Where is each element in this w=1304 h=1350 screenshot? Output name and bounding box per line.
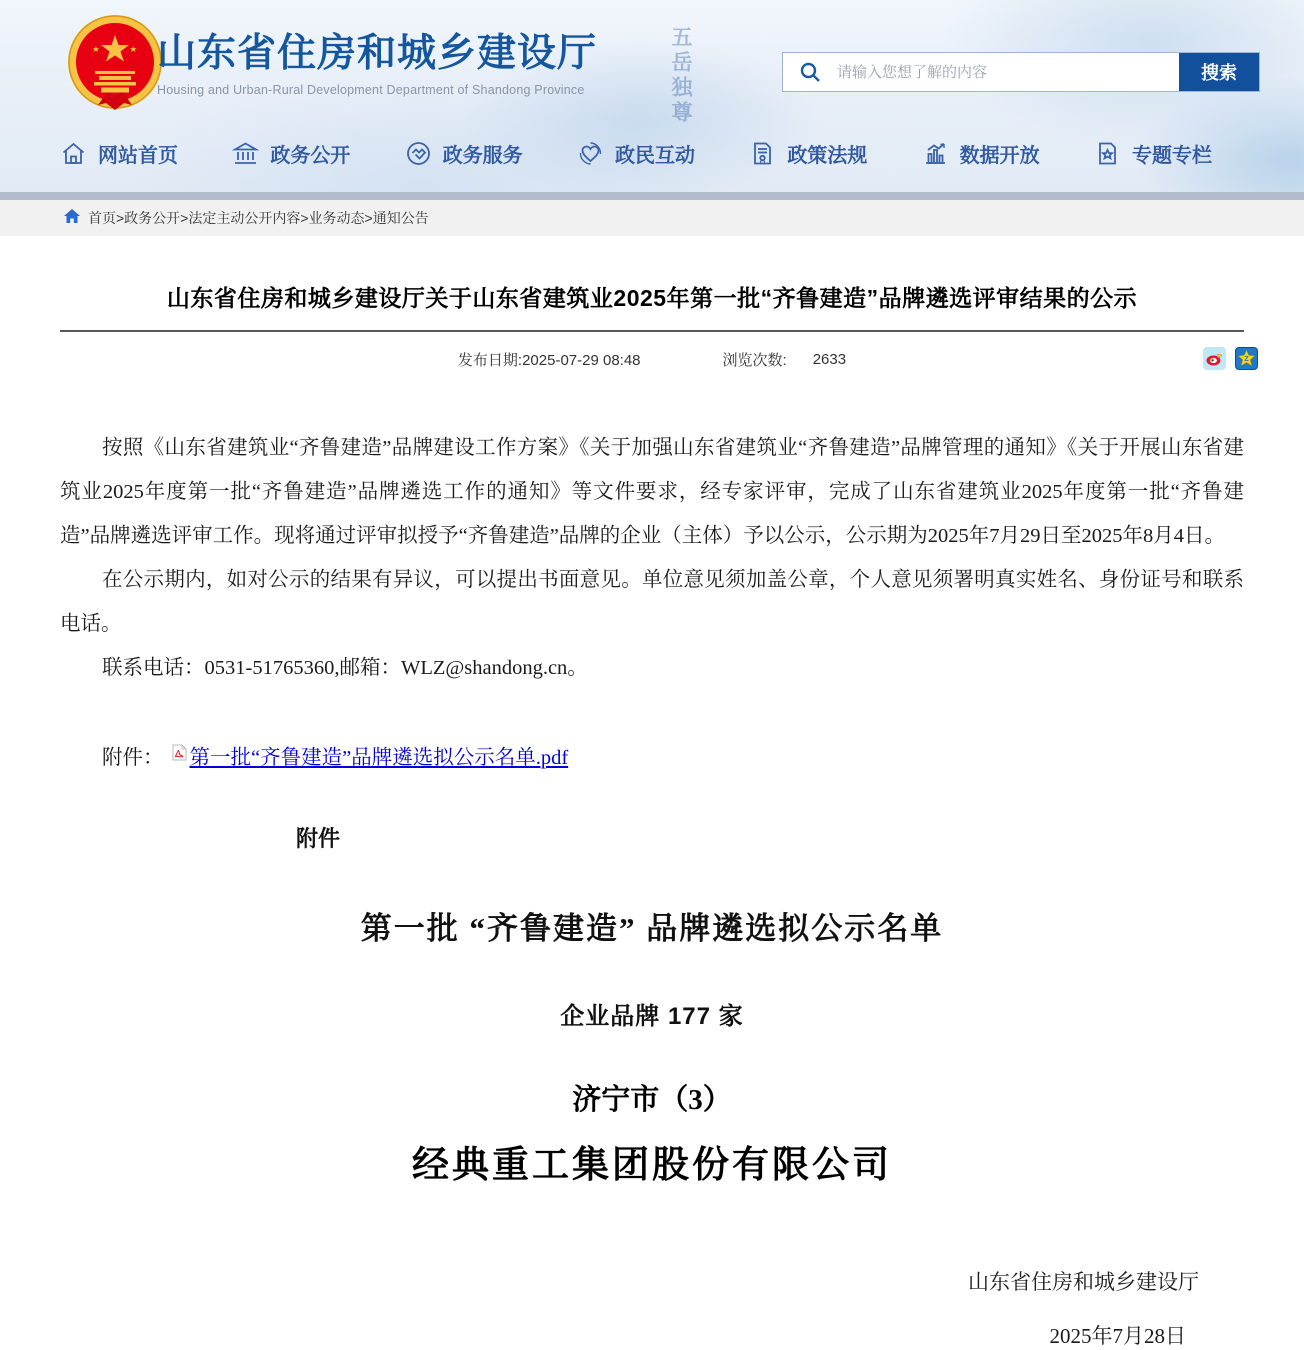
search-icon bbox=[783, 53, 837, 91]
mountain-seal-decoration: 五岳独尊 bbox=[669, 26, 693, 126]
data-chart-icon bbox=[922, 140, 949, 167]
issue-date: 2025年7月28日 bbox=[1049, 1324, 1186, 1348]
breadcrumb-home-icon bbox=[64, 209, 80, 227]
svg-text:Z: Z bbox=[1244, 356, 1249, 363]
search-button[interactable]: 搜索 bbox=[1179, 53, 1259, 91]
national-emblem-logo bbox=[64, 13, 166, 115]
publish-date: 发布日期:2025-07-29 08:48 bbox=[457, 351, 641, 369]
views-label: 浏览次数: bbox=[722, 351, 787, 369]
breadcrumb bbox=[0, 200, 1304, 236]
attachment-title: 第一批 “齐鲁建造” 品牌遴选拟公示名单 bbox=[360, 911, 944, 946]
interaction-heart-icon bbox=[577, 140, 604, 167]
attachment-pdf-link[interactable]: 第一批“齐鲁建造”品牌遴选拟公示名单.pdf bbox=[189, 747, 569, 769]
article-content bbox=[0, 280, 1304, 1350]
attachment-city-group: 济宁市（3） bbox=[572, 1084, 732, 1116]
paragraph-1: 按照《山东省建筑业“齐鲁建造”品牌建设工作方案》《关于加强山东省建筑业“齐鲁建造”品牌管理的通知》《关于开展山东省建筑业2025年度第一批“齐鲁建造”品牌遴选工作的通知》等文件要求，经专家评审，完成了山东省建筑业2025年度第一批“齐鲁建造”品牌遴选评审工作。现将通过评审拟授予“齐鲁建造”品牌的企业（主体）予以公示，公示期为2025年7月29日至2025年8月4日。 bbox=[60, 437, 1244, 547]
qzone-icon[interactable] bbox=[1235, 347, 1258, 370]
nav-item-gov-disclosure[interactable]: 政务公开 bbox=[232, 139, 350, 168]
attachment-label: 附件： bbox=[102, 747, 164, 769]
issuer-name: 山东省住房和城乡建设厅 bbox=[968, 1270, 1199, 1294]
handshake-icon bbox=[405, 140, 432, 167]
header-divider bbox=[0, 192, 1304, 200]
star-document-icon bbox=[1094, 140, 1121, 167]
attachment-subtitle: 企业品牌 177 家 bbox=[560, 1003, 744, 1030]
site-identity bbox=[157, 33, 597, 97]
signature-block bbox=[60, 1266, 1244, 1350]
attachment-document bbox=[60, 822, 1244, 1188]
article-title: 山东省住房和城乡建设厅关于山东省建筑业2025年第一批“齐鲁建造”品牌遴选评审结果的公示 bbox=[166, 285, 1138, 311]
weibo-icon[interactable] bbox=[1203, 347, 1226, 370]
search-input[interactable] bbox=[837, 53, 1179, 91]
nav-item-special-topics[interactable]: 专题专栏 bbox=[1094, 139, 1212, 168]
paragraph-2: 在公示期内，如对公示的结果有异议，可以提出书面意见。单位意见须加盖公章，个人意见须署明真实姓名、身份证号和联系电话。 bbox=[60, 569, 1244, 635]
site-header bbox=[0, 0, 1304, 192]
main-nav bbox=[0, 122, 1304, 184]
nav-item-public-interaction[interactable]: 政民互动 bbox=[577, 139, 695, 168]
site-subtitle: Housing and Urban-Rural Development Department of Shandong Province bbox=[157, 82, 585, 97]
policy-document-icon bbox=[749, 140, 776, 167]
attachment-company-name: 经典重工集团股份有限公司 bbox=[412, 1145, 892, 1186]
home-icon bbox=[60, 140, 87, 167]
article-meta bbox=[60, 347, 1249, 371]
nav-item-policies[interactable]: 政策法规 bbox=[749, 139, 867, 168]
share-buttons bbox=[1203, 347, 1258, 370]
site-search bbox=[782, 52, 1260, 92]
nav-item-open-data[interactable]: 数据开放 bbox=[922, 139, 1040, 168]
nav-item-gov-services[interactable]: 政务服务 bbox=[405, 139, 523, 168]
article-body bbox=[60, 426, 1244, 690]
title-divider bbox=[60, 330, 1244, 332]
pdf-file-icon bbox=[172, 744, 187, 767]
nav-item-home[interactable]: 网站首页 bbox=[60, 139, 178, 168]
views-count: 2633 bbox=[812, 350, 847, 368]
attachment-row bbox=[60, 740, 1244, 770]
site-title: 山东省住房和城乡建设厅 bbox=[157, 32, 598, 75]
paragraph-3: 联系电话：0531-51765360,邮箱：WLZ@shandong.cn。 bbox=[102, 657, 588, 679]
breadcrumb-path[interactable]: 首页>政务公开>法定主动公开内容>业务动态>通知公告 bbox=[88, 210, 429, 226]
attachment-heading: 附件 bbox=[296, 826, 341, 851]
government-building-icon bbox=[232, 140, 259, 167]
